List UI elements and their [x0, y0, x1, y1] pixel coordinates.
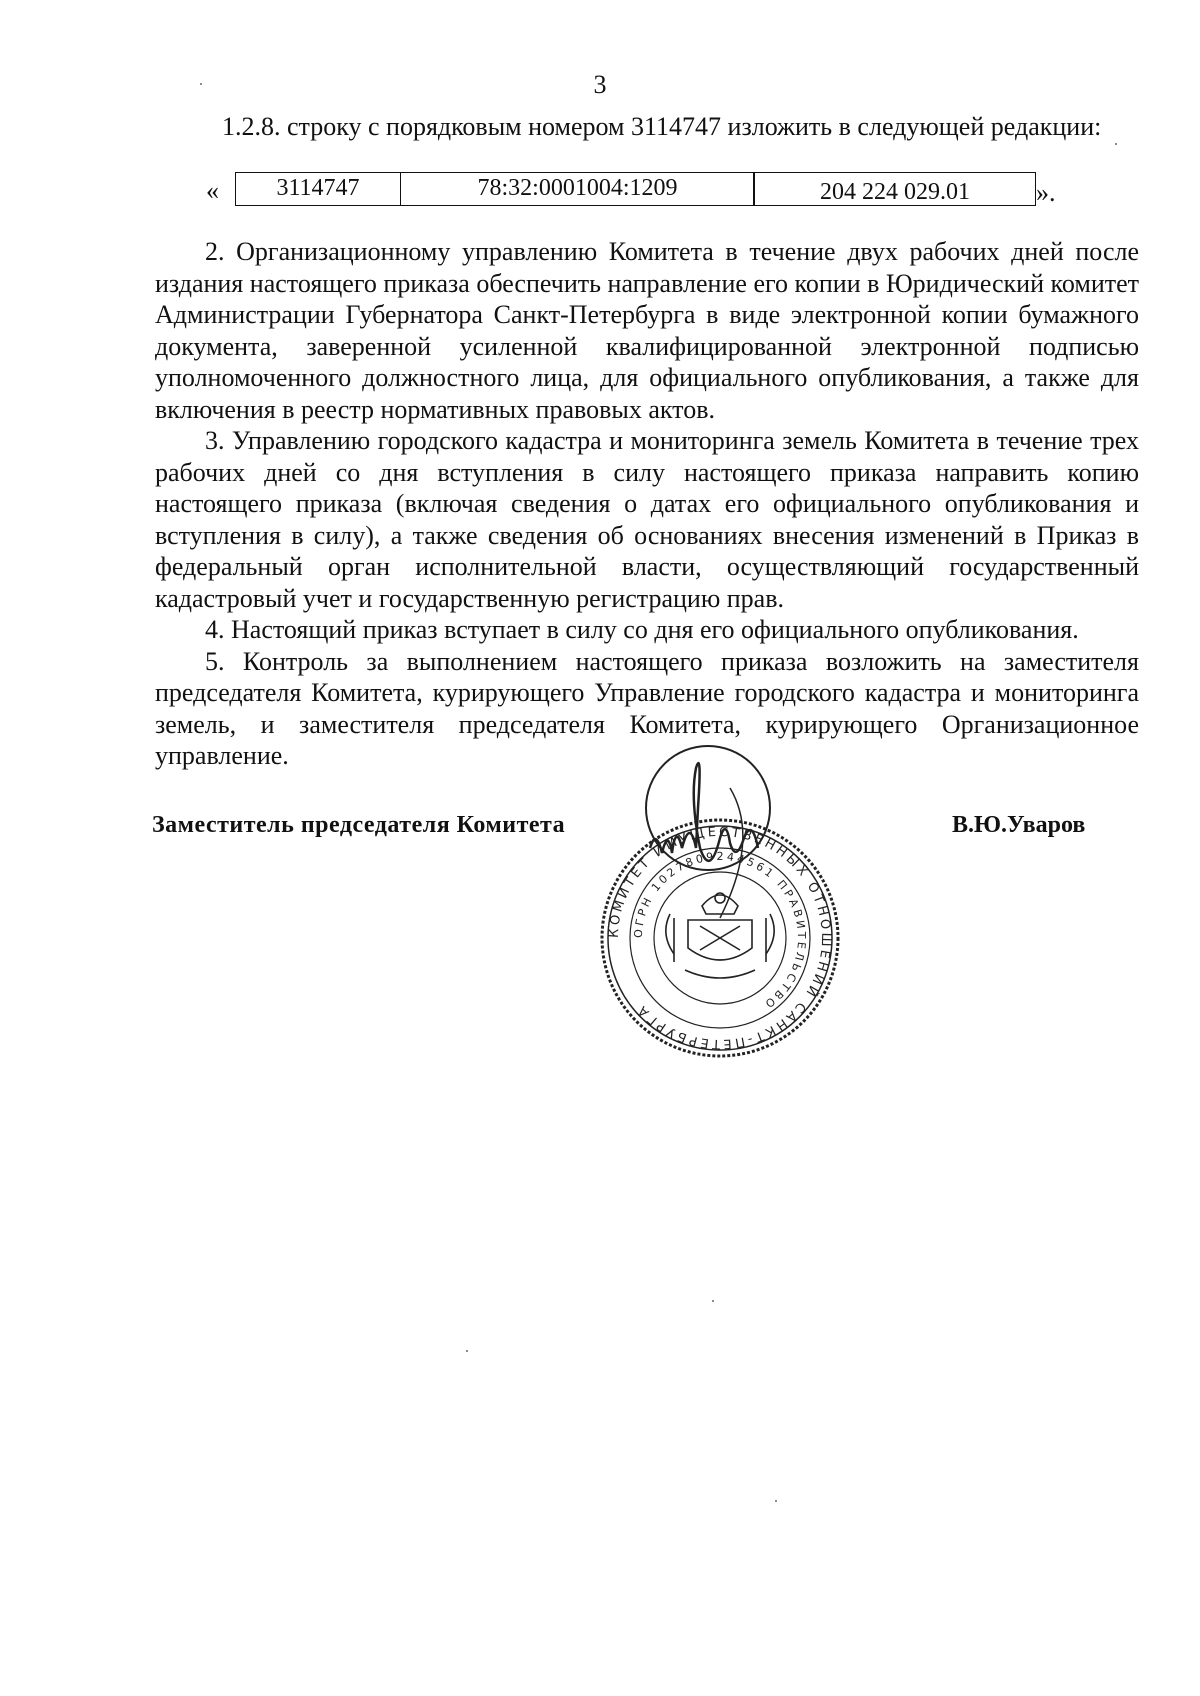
row-number-cell: 3114747	[235, 172, 400, 206]
paragraph-4: 4. Настоящий приказ вступает в силу со дня его официального опубликования.	[205, 615, 1079, 644]
svg-text:ОГРН 1027809244561 ПРАВИТЕЛЬСТ: ОГРН 1027809244561 ПРАВИТЕЛЬСТВО	[631, 849, 809, 1012]
code-cell	[755, 172, 1036, 206]
code-cell-text: 204 224 029.01	[820, 179, 970, 205]
signer-title: Заместитель председателя Комитета	[152, 812, 566, 838]
scan-speckle	[200, 83, 202, 85]
official-seal-with-signature	[590, 738, 850, 1078]
paragraph-5: 5. Контроль за выполнением настоящего приказа возложить на заместителя председателя Комитета, курирующего Управление городского кадастра и мониторинга земель, и заместителя председателя Комитета, курирующего Организационное управление.	[155, 646, 1139, 770]
signer-name: В.Ю.Уваров	[952, 812, 1086, 838]
quote-open: «	[206, 176, 219, 205]
seal-graphic	[590, 738, 850, 1078]
svg-text:КОМИТЕТ ИМУЩЕСТВЕННЫХ ОТНОШЕНИ: КОМИТЕТ ИМУЩЕСТВЕННЫХ ОТНОШЕНИЙ САНКТ-ПЕТЕРБУРГА	[606, 824, 834, 1052]
cadastral-number-cell: 78:32:0001004:1209	[400, 172, 755, 206]
scan-speckle	[466, 1350, 468, 1352]
quote-close: ».	[1036, 178, 1056, 207]
page-number: 3	[593, 70, 607, 99]
paragraph-3: 3. Управлению городского кадастра и мониторинга земель Комитета в течение трех рабочих дней со дня вступления в силу настоящего приказа направить копию настоящего приказа (включая сведения о датах его официального опубликования и вступления в силу), а также сведения об основаниях внесения изменений в Приказ в федеральный орган исполнительной власти, осуществляющий государственный кадастровый учет и государственную регистрацию прав.	[155, 426, 1139, 613]
scan-speckle	[1115, 143, 1117, 145]
scan-speckle	[775, 1500, 777, 1502]
amendment-intro: 1.2.8. строку с порядковым номером 3114747 изложить в следующей редакции:	[222, 112, 1102, 141]
scan-speckle	[712, 1300, 714, 1302]
amended-table-row	[200, 172, 1100, 208]
paragraph-2: 2. Организационному управлению Комитета в течение двух рабочих дней после издания настоящего приказа обеспечить направление его копии в Юридический комитет Администрации Губернатора Санкт-Петербурга в виде электронной копии бумажного документа, заверенной усиленной квалифицированной электронной подписью уполномоченного должностного лица, для официального опубликования, а также для включения в реестр нормативных правовых актов.	[155, 237, 1139, 424]
order-body	[155, 236, 1139, 772]
